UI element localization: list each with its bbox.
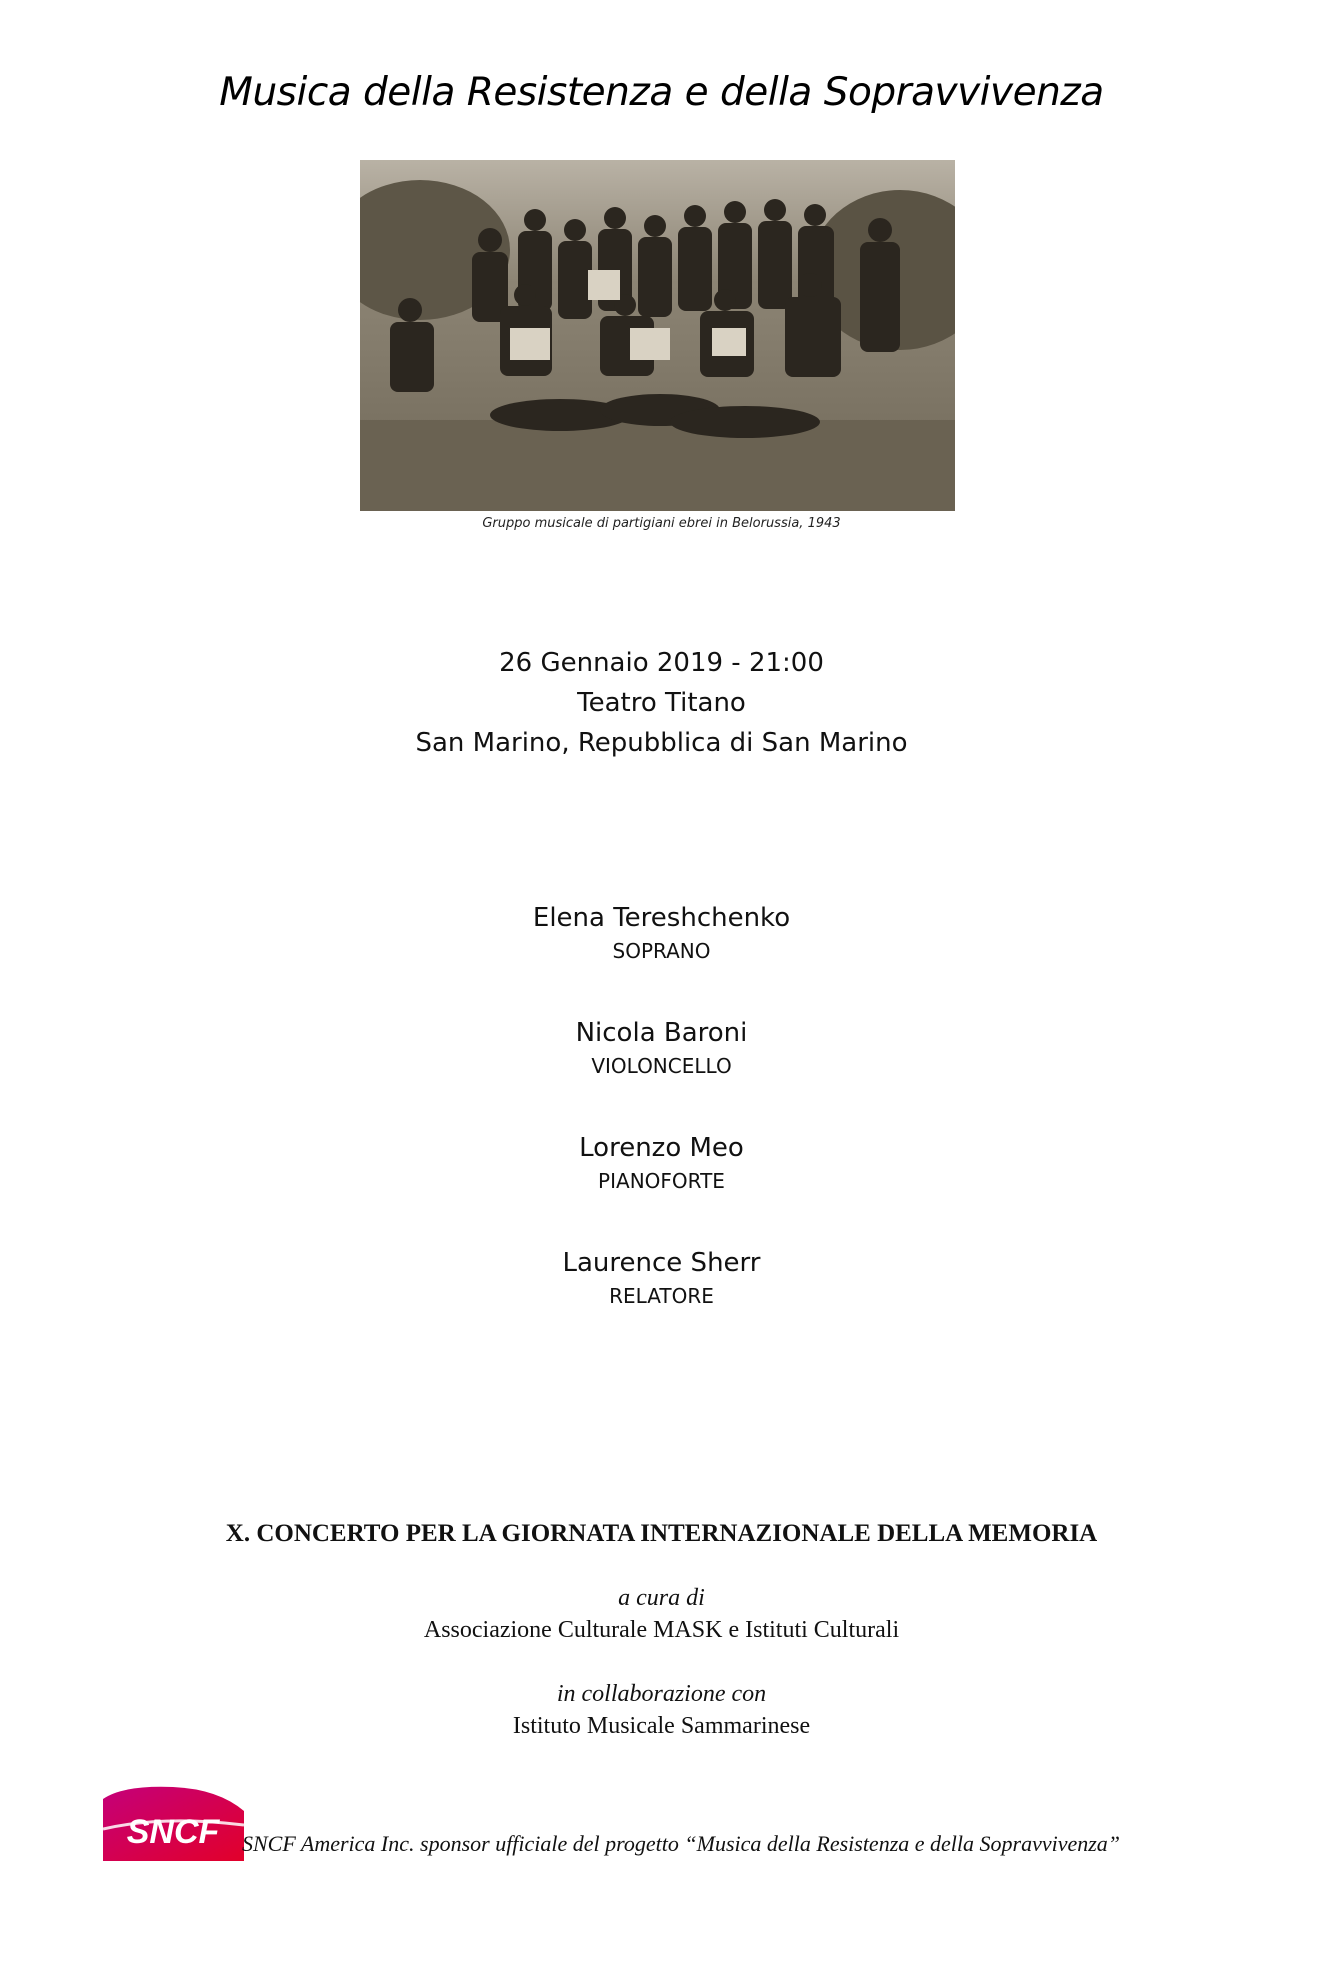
curated-by: Associazione Culturale MASK e Istituti Culturali bbox=[423, 1617, 900, 1643]
sponsor-text: SNCF America Inc. sponsor ufficiale del progetto “Musica della Resistenza e della Sopravvivenza” bbox=[242, 1831, 1121, 1856]
curated-label: a cura di bbox=[618, 1585, 705, 1611]
historical-photo bbox=[360, 160, 955, 511]
sncf-logo bbox=[103, 1781, 244, 1861]
credits bbox=[0, 1582, 1323, 1742]
collab-with: Istituto Musicale Sammarinese bbox=[512, 1713, 811, 1739]
event-location: San Marino, Repubblica di San Marino bbox=[415, 728, 908, 758]
performer-role: VIOLONCELLO bbox=[591, 1054, 732, 1078]
performer-name: Nicola Baroni bbox=[575, 1018, 748, 1048]
photo-icon bbox=[360, 160, 955, 511]
concert-title: X. CONCERTO PER LA GIORNATA INTERNAZIONALE DELLA MEMORIA bbox=[225, 1520, 1098, 1547]
performer-role: PIANOFORTE bbox=[598, 1169, 725, 1193]
event-venue: Teatro Titano bbox=[577, 688, 746, 718]
performer-name: Laurence Sherr bbox=[562, 1248, 761, 1278]
performers-list bbox=[0, 900, 1323, 1360]
event-details bbox=[0, 643, 1323, 763]
performer-role: SOPRANO bbox=[612, 939, 711, 963]
photo-caption: Gruppo musicale di partigiani ebrei in Belorussia, 1943 bbox=[482, 516, 841, 531]
collab-label: in collaborazione con bbox=[556, 1681, 767, 1707]
performer-item bbox=[0, 1015, 1323, 1130]
performer-name: Lorenzo Meo bbox=[579, 1133, 744, 1163]
event-datetime: 26 Gennaio 2019 - 21:00 bbox=[499, 648, 824, 678]
performer-item bbox=[0, 1130, 1323, 1245]
performer-item bbox=[0, 1245, 1323, 1360]
performer-name: Elena Tereshchenko bbox=[532, 903, 791, 933]
performer-role: RELATORE bbox=[609, 1284, 714, 1308]
performer-item bbox=[0, 900, 1323, 1015]
sncf-logo-text: SNCF bbox=[126, 1813, 220, 1851]
poster-title: Musica della Resistenza e della Sopravvivenza bbox=[219, 70, 1104, 115]
